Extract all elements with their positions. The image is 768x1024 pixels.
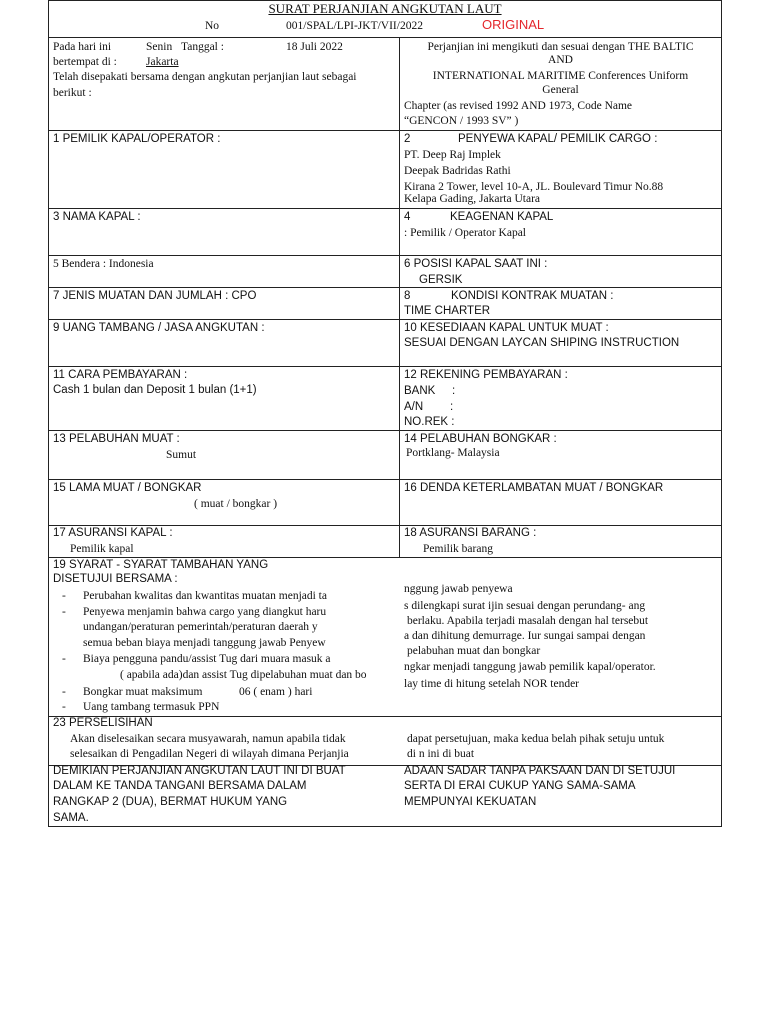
loading-time-value: ( muat / bongkar ): [194, 498, 278, 510]
intro-day: Senin: [146, 41, 173, 53]
freight-label: 9 UANG TAMBANG / JASA ANGKUTAN :: [53, 322, 265, 334]
term-item-continued: semua beban biaya menjadi tanggung jawab Penyew: [83, 637, 326, 649]
ship-position-value: GERSIK: [419, 274, 463, 286]
agency-label: KEAGENAN KAPAL: [450, 211, 554, 223]
charterer-company: PT. Deep Raj Implek: [404, 149, 501, 161]
dispute-right-line-1: dapat persetujuan, maka kedua belah pihak setuju untuk: [407, 733, 665, 745]
payment-method-label: 11 CARA PEMBAYARAN :: [53, 369, 188, 381]
term-right-line: ngkar menjadi tanggung jawab pemilik kapal/operator.: [404, 661, 656, 673]
cargo-type-label: 7 JENIS MUATAN DAN JUMLAH : CPO: [53, 290, 257, 302]
term-right-line: lay time di hitung setelah NOR tender: [404, 678, 580, 690]
intro-place-label: bertempat di :: [53, 56, 117, 68]
discharge-port-value: Portklang- Malaysia: [406, 447, 500, 459]
intro-right-line-1: Perjanjian ini mengikuti dan sesuai dengan THE BALTIC: [427, 41, 694, 53]
discharge-port-label: 14 PELABUHAN BONGKAR :: [404, 433, 557, 445]
account-number-label: NO.REK :: [404, 416, 455, 428]
term-right-line: pelabuhan muat dan bongkar: [407, 645, 541, 657]
term-bullet: -: [62, 590, 66, 602]
ship-insurance-label: 17 ASURANSI KAPAL :: [53, 527, 173, 539]
closing-left-line-3: RANGKAP 2 (DUA), BERMAT HUKUM YANG: [53, 796, 288, 808]
charterer-address-2: Kelapa Gading, Jakarta Utara: [404, 193, 541, 205]
agency-number: 4: [404, 211, 411, 223]
bank-account-label: 12 REKENING PEMBAYARAN :: [404, 369, 568, 381]
term-bullet: -: [62, 653, 66, 665]
owner-label: 1 PEMILIK KAPAL/OPERATOR :: [53, 133, 221, 145]
intro-day-label: Pada hari ini: [53, 41, 112, 53]
loading-port-label: 13 PELABUHAN MUAT :: [53, 433, 180, 445]
account-holder-label: A/N: [404, 401, 424, 413]
demurrage-label: 16 DENDA KETERLAMBATAN MUAT / BONGKAR: [404, 482, 664, 494]
ship-readiness-label: 10 KESEDIAAN KAPAL UNTUK MUAT :: [404, 322, 609, 334]
bank-name-label: BANK: [404, 385, 436, 397]
closing-left-line-1: DEMIKIAN PERJANJIAN ANGKUTAN LAUT INI DI BUAT: [53, 765, 346, 777]
intro-right-line-6: “GENCON / 1993 SV” ): [404, 115, 519, 127]
dispute-title: 23 PERSELISIHAN: [53, 717, 153, 729]
intro-agreement-line: Telah disepakati bersama dengan angkutan perjanjian laut sebagai: [53, 71, 357, 83]
document-title: SURAT PERJANJIAN ANGKUTAN LAUT: [268, 1, 502, 16]
agreement-document: [48, 0, 722, 828]
term-item: Uang tambang termasuk PPN: [83, 701, 220, 713]
number-label: No: [205, 20, 220, 32]
contract-condition-label: KONDISI KONTRAK MUATAN :: [451, 290, 614, 302]
term-item: Bongkar muat maksimum: [83, 686, 203, 698]
closing-left-line-2: DALAM KE TANDA TANGANI BERSAMA DALAM: [53, 780, 307, 792]
bank-name-colon: :: [452, 385, 456, 397]
dispute-left-line-2: selesaikan di Pengadilan Negeri di wilayah dimana Perjanjia: [70, 748, 349, 760]
term-item: Penyewa menjamin bahwa cargo yang diangkut haru: [83, 606, 327, 618]
term-item-duration: 06 ( enam ) hari: [239, 686, 313, 698]
intro-date: 18 Juli 2022: [286, 41, 343, 53]
loading-time-label: 15 LAMA MUAT / BONGKAR: [53, 482, 202, 494]
intro-agreement-line-2: berikut :: [53, 87, 92, 99]
number-value: 001/SPAL/LPI-JKT/VII/2022: [286, 20, 423, 32]
charterer-label: PENYEWA KAPAL/ PEMILIK CARGO :: [458, 133, 658, 145]
term-right-line: s dilengkapi surat ijin sesuai dengan perundang- ang: [404, 600, 646, 612]
contract-condition-number: 8: [404, 290, 411, 302]
original-stamp: ORIGINAL: [482, 17, 545, 32]
term-item-continued: ( apabila ada)dan assist Tug dipelabuhan muat dan bo: [120, 669, 367, 681]
term-bullet: -: [62, 686, 66, 698]
ship-name-label: 3 NAMA KAPAL :: [53, 211, 141, 223]
account-holder-colon: :: [450, 401, 454, 413]
closing-right-line-3: MEMPUNYAI KEKUATAN: [404, 796, 537, 808]
cargo-insurance-value: Pemilik barang: [423, 543, 493, 555]
agency-value: : Pemilik / Operator Kapal: [404, 227, 526, 239]
flag-label: 5 Bendera : Indonesia: [53, 258, 154, 270]
term-item: Perubahan kwalitas dan kwantitas muatan menjadi ta: [83, 590, 327, 602]
term-item: Biaya pengguna pandu/assist Tug dari muara masuk a: [83, 653, 331, 665]
additional-terms-title: 19 SYARAT - SYARAT TAMBAHAN YANG: [53, 559, 269, 571]
term-right-line: nggung jawab penyewa: [404, 583, 513, 595]
closing-right-line-1: ADAAN SADAR TANPA PAKSAAN DAN DI SETUJUI: [404, 765, 676, 777]
intro-right-line-3: INTERNATIONAL MARITIME Conferences Uniform: [432, 70, 689, 82]
additional-terms-title-2: DISETUJUI BERSAMA :: [53, 573, 178, 585]
ship-readiness-value: SESUAI DENGAN LAYCAN SHIPING INSTRUCTION: [404, 337, 680, 349]
term-right-line: berlaku. Apabila terjadi masalah dengan hal tersebut: [407, 615, 649, 627]
intro-right-line-5: Chapter (as revised 1992 AND 1973, Code Name: [404, 100, 633, 112]
term-right-line: a dan dihitung demurrage. Iur sungai sampai dengan: [404, 630, 646, 642]
cargo-insurance-label: 18 ASURANSI BARANG :: [404, 527, 537, 539]
payment-method-value: Cash 1 bulan dan Deposit 1 bulan (1+1): [53, 384, 257, 396]
term-bullet: -: [62, 701, 66, 713]
charterer-number: 2: [404, 133, 411, 145]
closing-right-line-2: SERTA DI ERAI CUKUP YANG SAMA-SAMA: [404, 780, 636, 792]
intro-right-line-4: General: [542, 84, 579, 96]
contract-condition-value: TIME CHARTER: [404, 305, 491, 317]
loading-port-value: Sumut: [166, 449, 197, 461]
closing-left-line-4: SAMA.: [53, 812, 89, 824]
term-item-continued: undangan/peraturan pemerintah/peraturan daerah y: [83, 621, 318, 633]
term-bullet: -: [62, 606, 66, 618]
intro-place: Jakarta: [146, 56, 179, 68]
ship-position-label: 6 POSISI KAPAL SAAT INI :: [404, 258, 548, 270]
charterer-person: Deepak Badridas Rathi: [404, 165, 511, 177]
charterer-address-1: Kirana 2 Tower, level 10-A, JL. Boulevard Timur No.88: [404, 181, 664, 193]
intro-date-label: Tanggal :: [181, 41, 224, 53]
ship-insurance-value: Pemilik kapal: [70, 543, 134, 555]
dispute-right-line-2: di n ini di buat: [407, 748, 475, 760]
intro-right-line-2: AND: [548, 54, 573, 66]
dispute-left-line-1: Akan diselesaikan secara musyawarah, namun apabila tidak: [70, 733, 346, 745]
